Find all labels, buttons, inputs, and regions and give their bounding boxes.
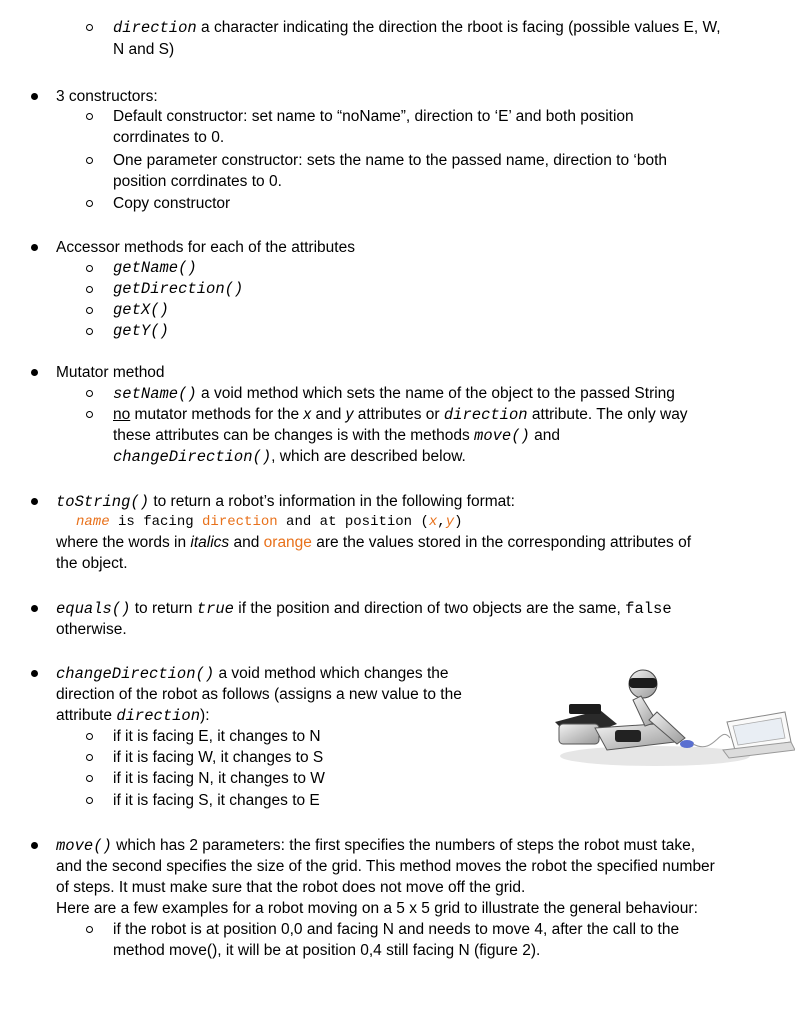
sub-bullet <box>86 24 93 31</box>
sub-bullet <box>86 113 93 120</box>
text: are the values stored in the corresponding attributes of <box>311 534 692 551</box>
sub-bullet <box>86 328 93 335</box>
text: mutator methods for the <box>130 406 304 423</box>
sub-bullet <box>86 157 93 164</box>
accessor-getx: getX() <box>113 301 169 319</box>
sub-bullet <box>86 200 93 207</box>
code-false: false <box>625 600 672 618</box>
accessor-getdirection: getDirection() <box>113 280 244 298</box>
text: attributes or <box>353 406 444 423</box>
setname-desc: a void method which sets the name of the object to the passed String <box>196 385 675 402</box>
accessor-gety: getY() <box>113 322 169 340</box>
changedirection-line-1 <box>56 663 449 685</box>
copy-constructor: Copy constructor <box>113 195 231 212</box>
text: attribute <box>56 707 117 724</box>
equals-line-1 <box>56 598 672 620</box>
sub-bullet <box>86 797 93 804</box>
changedirection-line-2: direction of the robot as follows (assigns a new value to the <box>56 686 462 703</box>
move-example-line-2: method move(), it will be at position 0,4 still facing N (figure 2). <box>113 942 541 959</box>
sub-bullet <box>86 926 93 933</box>
bullet <box>31 842 38 849</box>
default-constructor-line-2: corrdinates to 0. <box>113 129 225 146</box>
text: and <box>529 427 561 444</box>
text: and <box>229 534 264 551</box>
bullet <box>31 670 38 677</box>
x-italic: x <box>303 406 312 423</box>
code-setname: setName() <box>113 385 197 403</box>
fmt-name: name <box>76 514 110 530</box>
tostring-format <box>76 512 463 533</box>
no-underlined: no <box>113 406 131 423</box>
code-direction: direction <box>116 707 201 725</box>
move-line-3: of steps. It must make sure that the robot does not move off the grid. <box>56 879 526 896</box>
code-changedirection: changeDirection() <box>113 448 272 466</box>
sub-bullet <box>86 265 93 272</box>
text: and <box>311 406 346 423</box>
fmt-direction: direction <box>202 514 278 530</box>
rule-w-to-s: if it is facing W, it changes to S <box>113 749 324 766</box>
constructors-title: 3 constructors: <box>56 88 158 105</box>
sub-bullet <box>86 286 93 293</box>
robot-with-laptop-illustration <box>545 664 795 772</box>
text: and at position ( <box>277 514 429 530</box>
code-true: true <box>196 600 234 618</box>
move-line-2: and the second specifies the size of the grid. This method moves the robot the specified number <box>56 858 715 875</box>
fmt-y: y <box>445 514 455 530</box>
text: , which are described below. <box>271 448 466 465</box>
mutator-no-line-1 <box>113 404 688 426</box>
text: attribute. The only way <box>527 406 688 423</box>
text: ): <box>200 707 210 724</box>
tostring-note-line-1 <box>56 532 691 553</box>
tostring-note-line-2: the object. <box>56 555 128 572</box>
text: is facing <box>109 514 203 530</box>
bullet <box>31 244 38 251</box>
code-equals: equals() <box>56 600 131 618</box>
changedirection-line-3 <box>56 705 210 727</box>
direction-attr-line-2: N and S) <box>113 41 175 58</box>
italics-word: italics <box>190 534 230 551</box>
rule-s-to-e: if it is facing S, it changes to E <box>113 792 320 809</box>
accessors-title: Accessor methods for each of the attributes <box>56 239 355 256</box>
sub-bullet <box>86 733 93 740</box>
text: if the position and direction of two objects are the same, <box>233 600 626 617</box>
sub-bullet <box>86 754 93 761</box>
default-constructor-line-1: Default constructor: set name to “noName”, direction to ‘E’ and both position <box>113 108 634 125</box>
code-move: move() <box>56 837 112 855</box>
sub-bullet <box>86 775 93 782</box>
text: , <box>437 514 446 530</box>
equals-line-2: otherwise. <box>56 621 127 638</box>
mutator-title: Mutator method <box>56 364 165 381</box>
text: where the words in <box>56 534 191 551</box>
mutator-setname-line <box>113 383 675 405</box>
bullet <box>31 369 38 376</box>
code-changedirection: changeDirection() <box>56 665 215 683</box>
sub-bullet <box>86 411 93 418</box>
accessor-getname: getName() <box>113 259 197 277</box>
text: to return <box>130 600 197 617</box>
move-line-4: Here are a few examples for a robot moving on a 5 x 5 grid to illustrate the general behaviour: <box>56 900 698 917</box>
code-direction: direction <box>443 406 528 424</box>
text: which has 2 parameters: the first specifies the numbers of steps the robot must take, <box>111 837 696 854</box>
move-example-line-1: if the robot is at position 0,0 and facing N and needs to move 4, after the call to the <box>113 921 680 938</box>
text: ) <box>454 514 463 530</box>
text: these attributes can be changes is with the methods <box>113 427 475 444</box>
direction-attr-desc: a character indicating the direction the rboot is facing (possible values E, W, <box>196 19 721 36</box>
move-line-1 <box>56 835 695 857</box>
code-direction: direction <box>113 19 197 37</box>
bullet <box>31 605 38 612</box>
bullet <box>31 498 38 505</box>
orange-word: orange <box>263 534 312 551</box>
code-tostring: toString() <box>56 493 150 511</box>
mutator-no-line-3 <box>113 446 466 468</box>
code-move: move() <box>474 427 530 445</box>
text: a void method which changes the <box>214 665 449 682</box>
rule-e-to-n: if it is facing E, it changes to N <box>113 728 321 745</box>
one-param-constructor-line-1: One parameter constructor: sets the name to the passed name, direction to ‘both <box>113 152 667 169</box>
text: to return a robot’s information in the following format: <box>149 493 515 510</box>
bullet <box>31 93 38 100</box>
rule-n-to-w: if it is facing N, it changes to W <box>113 770 325 787</box>
one-param-constructor-line-2: position corrdinates to 0. <box>113 173 282 190</box>
sub-bullet <box>86 307 93 314</box>
fmt-x: x <box>428 514 438 530</box>
sub-bullet <box>86 390 93 397</box>
y-italic: y <box>345 406 354 423</box>
tostring-line <box>56 491 515 513</box>
mutator-no-line-2 <box>113 425 560 447</box>
direction-attr-line-1 <box>113 17 721 39</box>
